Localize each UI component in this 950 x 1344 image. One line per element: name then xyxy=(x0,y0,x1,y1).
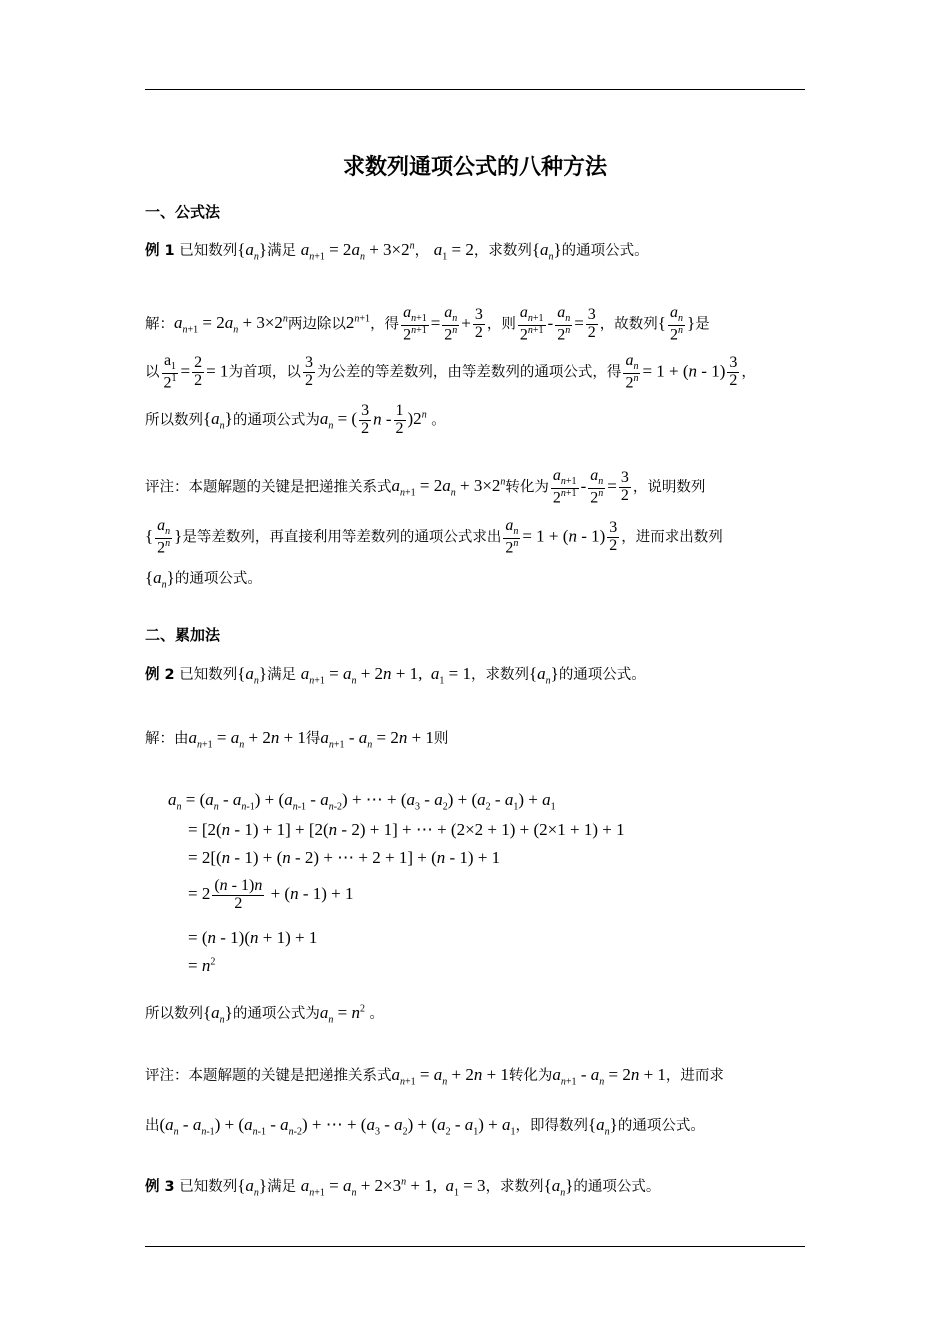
formula-result-2: $a_n = n^2$ xyxy=(319,1003,365,1026)
formula-initial-1: $a_1 = 2$ xyxy=(433,240,474,263)
formula-result-1: $a_n$ = ( xyxy=(319,409,358,432)
formula-recurrence-3: $a_{n+1} = a_n + 2\times 3^n + 1$, $a_1 = 3$ xyxy=(300,1176,486,1199)
formula-an-set: $\{a_n\}$ xyxy=(237,240,268,263)
solution-2-conclusion: 所以数列$\{a_n\}$的通项公式为$a_n = n^2$ 。 xyxy=(145,1003,385,1026)
note-1-line-2: { $\frac{a_n}{2^n}$ }是等差数列，再直接利用等差数列的通项公式求出 $\frac{a_n}{2^n}$ = 1 + (n - 1) $\frac{3}{2}$ ，进而求出数列 xyxy=(145,517,723,557)
header-rule xyxy=(145,89,805,90)
note-1-line-3: $\{a_n\}$的通项公式。 xyxy=(145,568,262,591)
example-2-label: 例 2 xyxy=(145,667,175,683)
example-1-label: 例 1 xyxy=(145,243,175,259)
solution-2-line-1: 解：由$a_{n+1} = a_n + 2n + 1$得$a_{n+1} - a_n = 2n + 1$则 xyxy=(145,728,449,751)
note-1-line-1: 评注：本题解题的关键是把递推关系式$a_{n+1} = 2a_n + 3\times 2^n$转化为 $\frac{a_{n+1}}{2^{n+1}}$ - $\frac{a_n}{2^n}$ = $\frac{3}{2}$ ，说明数列 xyxy=(145,467,706,507)
page-title: 求数列通项公式的八种方法 xyxy=(342,155,607,180)
example-3-label: 例 3 xyxy=(145,1179,175,1195)
note-2-line-1: 评注：本题解题的关键是把递推关系式$a_{n+1} = a_n + 2n + 1$转化为$a_{n+1} - a_n = 2n + 1$，进而求 xyxy=(145,1065,724,1088)
solution-1-line-1: 解：$a_{n+1} = 2a_n + 3\times 2^n$两边除以$2^{n+1}$，得 $\frac{a_{n+1}}{2^{n+1}}$ = $\frac{a_n}{2^n}$ + $\frac{3}{2}$ ，则 $\frac{a_{n+1}}{2^{n+1}}$ - $\frac{a_n}{2^n}$ = $\frac{3}{2}$ ，故数列{ $\frac{a_n}{2^n}$ }是 xyxy=(145,304,710,344)
footer-rule xyxy=(145,1246,805,1247)
note-2-line-2: 出$(a_n - a_{n-1}) + (a_{n-1} - a_{n-2})$ + ⋯ + $(a_3 - a_2) + (a_2 - a_1) + a_1$，即得数列$\{a_n\}$的通项公式。 xyxy=(145,1115,705,1138)
formula-recurrence-2: $a_{n+1} = a_n + 2n + 1$, $a_1 = 1$ xyxy=(300,664,471,687)
example-3: 例 3 已知数列$\{a_n\}$满足 $a_{n+1} = a_n + 2\times 3^n + 1$, $a_1 = 3$，求数列$\{a_n\}$的通项公式。 xyxy=(145,1176,661,1199)
section-heading-formula: 一、公式法 xyxy=(145,203,221,221)
solution-1-line-2: 以 $\frac{a_1}{2^1}$ = $\frac{2}{2}$ = 1为首项，以 $\frac{3}{2}$ 为公差的等差数列，由等差数列的通项公式，得 $\frac{a_n}{2^n}$ = 1 + (n - 1) $\frac{3}{2}$ ， xyxy=(145,352,756,392)
formula-recurrence-1: $a_{n+1} = 2a_n + 3\times 2^n$ xyxy=(300,240,415,263)
section-heading-accumulation: 二、累加法 xyxy=(145,626,221,644)
example-2: 例 2 已知数列$\{a_n\}$满足 $a_{n+1} = a_n + 2n + 1$, $a_1 = 1$，求数列$\{a_n\}$的通项公式。 xyxy=(145,664,646,687)
solution-1-line-3: 所以数列$\{a_n\}$的通项公式为$a_n$ = ( $\frac{3}{2}$ n - $\frac{1}{2}$ )2$^n$ 。 xyxy=(145,402,446,437)
example-1: 例 1 已知数列$\{a_n\}$满足 $a_{n+1} = 2a_n + 3\times 2^n$， $a_1 = 2$，求数列$\{a_n\}$的通项公式。 xyxy=(145,240,649,263)
